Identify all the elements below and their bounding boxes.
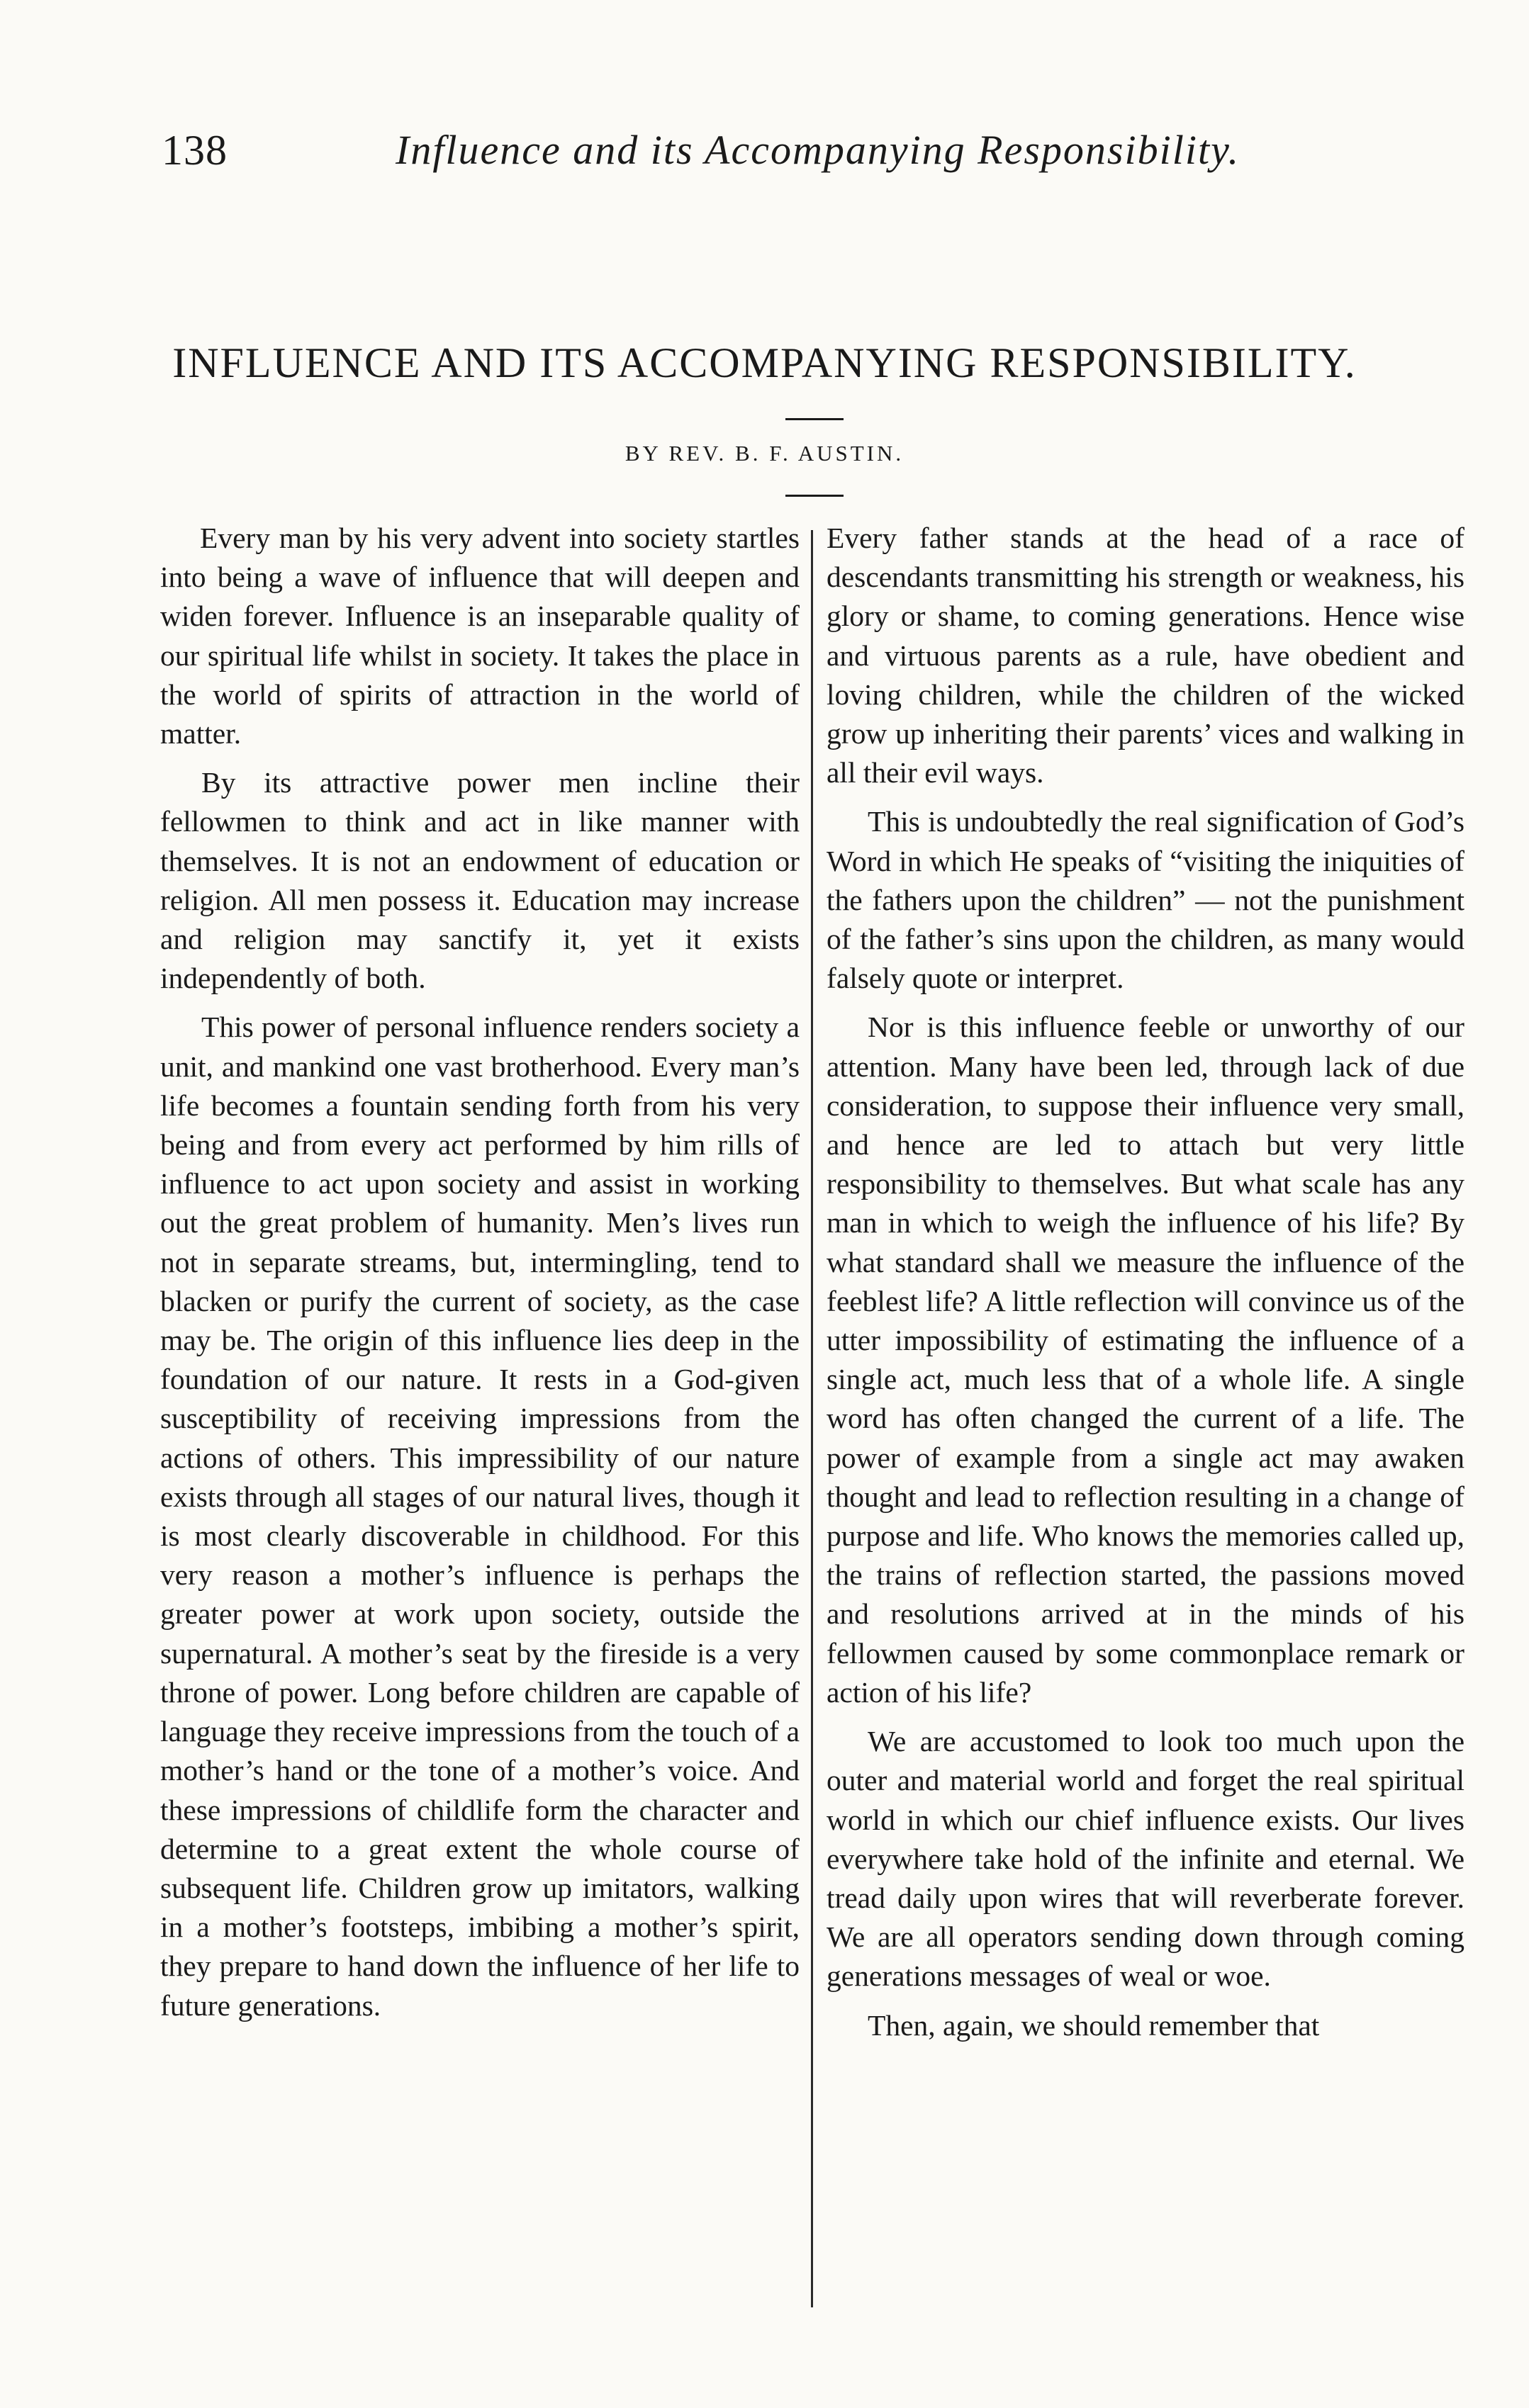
column-divider <box>811 530 813 2307</box>
paragraph: We are accustomed to look too much upon the outer and material world and forget the real spiritual world in which our chief influence exists. Our lives everywhere take hold of the infinite and eternal. We tread daily upon wires that will reverberate forever. We are all operators sending down through coming generations messages of weal or woe. <box>827 1725 1464 1993</box>
article-title: INFLUENCE AND ITS ACCOMPANYING RESPONSIBILITY. <box>172 339 1357 386</box>
page-number: 138 <box>162 127 228 174</box>
paragraph: Every man by his very advent into society startles into being a wave of influence that will deepen and widen forever. Influence is an inseparable quality of our spiritual life whilst in society. It takes the place in the world of spirits of attraction in the world of matter. <box>160 522 800 750</box>
paragraph: Nor is this influence feeble or unworthy of our attention. Many have been led, through lack of due consideration, to suppose their influence very small, and hence are led to attach but very little responsibility to themselves. But what scale has any man in which to weigh the influence of his life? By what standard shall we measure the influence of the feeblest life? A little reflection will convince us of the utter impossibility of estimating the influence of a single act, much less that of a whole life. A single word has often changed the current of a life. The power of example from a single act may awaken thought and lead to reflection resulting in a change of purpose and life. Who knows the memories called up, the trains of reflection started, the passions moved and resolutions arrived at in the minds of his fellowmen caused by some commonplace remark or action of his life? <box>827 1011 1464 1709</box>
paragraph: By its attractive power men incline their fellowmen to think and act in like manner with themselves. It is not an endowment of education or religion. All men possess it. Education may increase and religion may sanctify it, yet it exists independently of both. <box>160 766 800 995</box>
byline-rule <box>785 495 844 497</box>
running-header <box>162 126 1324 183</box>
right-column <box>827 519 1464 2055</box>
paragraph: This power of personal influence renders society a unit, and mankind one vast brotherhood. Every man’s life becomes a fountain sending forth from his very being and from every act performed by him rills of influence to act upon society and assist in working out the great problem of humanity. Men’s lives run not in separate streams, but, intermingling, tend to blacken or purify the current of society, as the case may be. The origin of this influence lies deep in the foundation of our nature. It rests in a God-given susceptibility of receiving impressions from the actions of others. This impressibility of our nature exists through all stages of our natural lives, though it is most clearly discoverable in childhood. For this very reason a mother’s influence is perhaps the greater power at work upon society, outside the supernatural. A mother’s seat by the fireside is a very throne of power. Long before children are capable of language they receive impressions from the touch of a mother’s hand or the tone of a mother’s voice. And these impressions of childlife form the character and determine to a great extent the whole course of subsequent life. Children grow up imitators, walking in a mother’s footsteps, imbibing a mother’s spirit, they prepare to hand down the influence of her life to future generations. <box>160 1011 800 2022</box>
byline: BY REV. B. F. AUSTIN. <box>625 441 904 466</box>
running-title: Influence and its Accompanying Responsibility. <box>396 127 1240 173</box>
title-rule <box>785 418 844 420</box>
paragraph: Then, again, we should remember that <box>868 2008 1320 2042</box>
paragraph: This is undoubtedly the real signification of God’s Word in which He speaks of “visiting the iniquities of the fathers upon the children” — not the punishment of the father’s sins upon the children, as many would falsely quote or interpret. <box>827 805 1464 995</box>
left-column <box>160 519 800 2035</box>
paragraph: Every father stands at the head of a race of descendants transmitting his strength or weakness, his glory or shame, to coming generations. Hence wise and virtuous parents as a rule, have obedient and loving children, while the children of the wicked grow up inheriting their parents’ vices and walking in all their evil ways. <box>827 522 1464 789</box>
